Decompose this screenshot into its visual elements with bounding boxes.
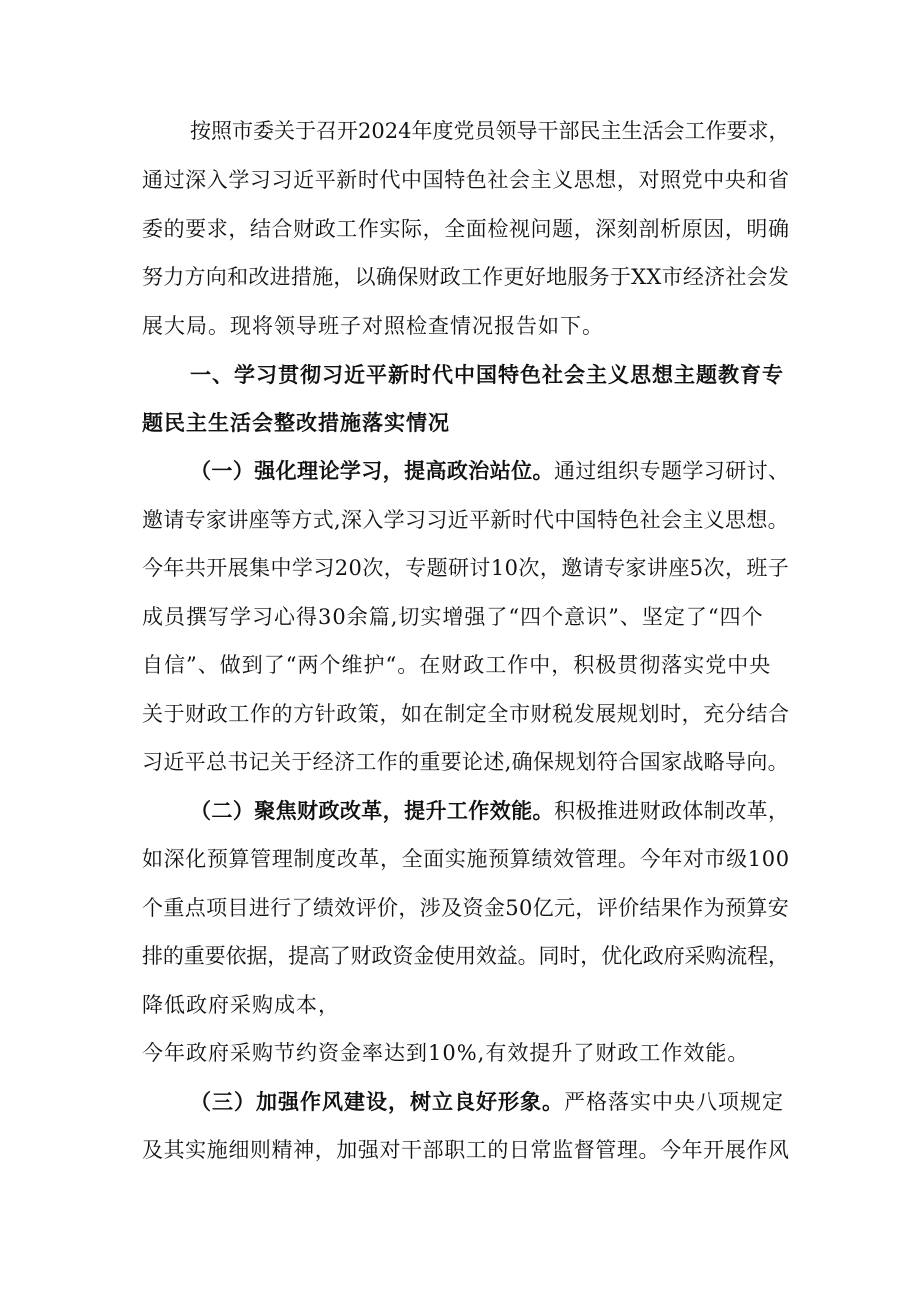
subsection-2-first-line (190, 796, 789, 826)
subsection-3-title: （三）加强作风建设，树立良好形象。 (190, 1089, 564, 1114)
subsection-1-lead-rest: 通过组织专题学习研讨、 (553, 459, 790, 483)
subsection-1-line-4: 成员撰写学习心得30余篇,切实增强了“四个意识”、坚定了“四个 (142, 605, 764, 629)
subsection-2-line-2: 如深化预算管理制度改革，全面实施预算绩效管理。今年对市级100 (142, 847, 790, 871)
intro-line-5: 展大局。现将领导班子对照检查情况报告如下。 (142, 314, 604, 338)
subsection-2-title: （二）聚焦财政改革，提升工作效能。 (190, 798, 554, 823)
subsection-2-line-4: 排的重要依据，提高了财政资金使用效益。同时，优化政府采购流程， (142, 944, 789, 968)
subsection-2-line-3: 个重点项目进行了绩效评价，涉及资金50亿元，评价结果作为预算安 (142, 896, 790, 920)
subsection-2-lead-rest: 积极推进财政体制改革， (553, 799, 790, 823)
subsection-1-line-7: 习近平总书记关于经济工作的重要论述,确保规划符合国家战略导向。 (142, 750, 790, 774)
intro-line-2: 通过深入学习习近平新时代中国特色社会主义思想，对照党中央和省 (142, 168, 790, 192)
subsection-3-first-line (190, 1087, 784, 1117)
intro-line-3: 委的要求，结合财政工作实际，全面检视问题，深刻剖析原因，明确 (142, 217, 790, 241)
subsection-2-line-6: 今年政府采购节约资金率达到10%,有效提升了财政工作效能。 (142, 1041, 750, 1065)
subsection-1-line-6: 关于财政工作的方针政策，如在制定全市财税发展规划时，充分结合 (142, 702, 790, 726)
subsection-1-title: （一）强化理论学习，提高政治站位。 (190, 458, 554, 483)
intro-line-4: 努力方向和改进措施，以确保财政工作更好地服务于XX市经济社会发 (142, 265, 790, 289)
subsection-1-first-line (190, 456, 789, 486)
section-heading-line-1: 一、学习贯彻习近平新时代中国特色社会主义思想主题教育专 (190, 362, 784, 387)
subsection-1-line-2: 邀请专家讲座等方式,深入学习习近平新时代中国特色社会主义思想。 (142, 508, 790, 532)
subsection-3-line-2: 及其实施细则精神，加强对干部职工的日常监督管理。今年开展作风 (142, 1138, 790, 1162)
subsection-1-line-5: 自信”、做到了“两个维护“。在财政工作中，积极贯彻落实党中央 (142, 653, 772, 677)
section-heading-line-2: 题民主生活会整改措施落实情况 (142, 410, 450, 435)
subsection-3-lead-rest: 严格落实中央八项规定 (564, 1090, 784, 1114)
intro-line-1: 按照市委关于召开2024年度党员领导干部民主生活会工作要求， (190, 119, 790, 143)
subsection-1-line-3: 今年共开展集中学习20次，专题研讨10次，邀请专家讲座5次，班子 (142, 556, 790, 580)
subsection-2-line-5: 降低政府采购成本， (142, 993, 340, 1017)
